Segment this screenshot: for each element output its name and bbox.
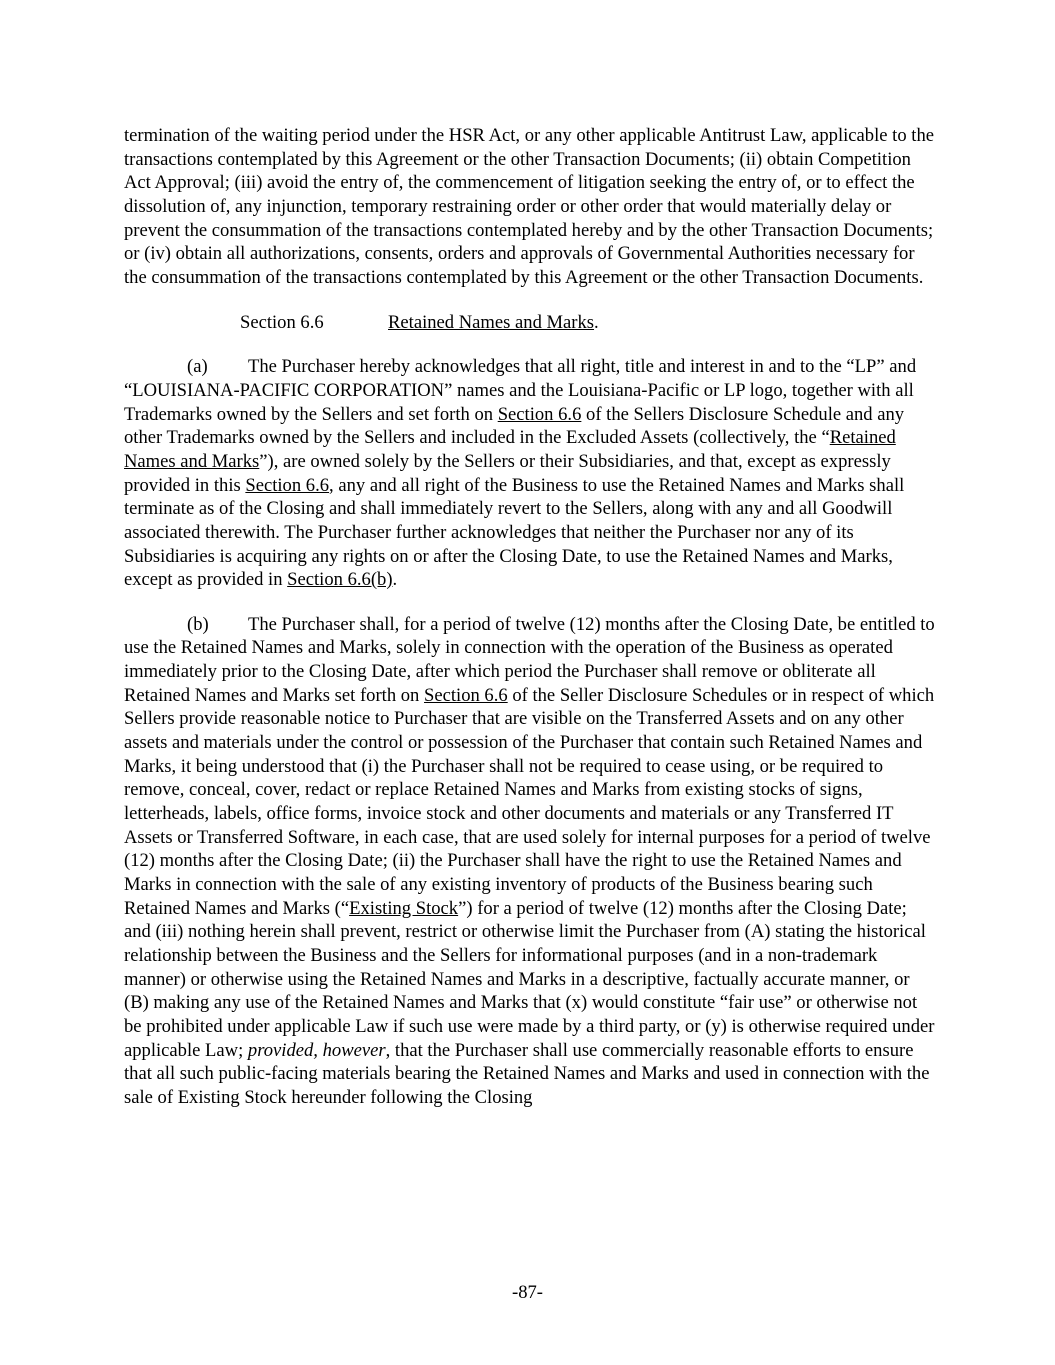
text-run: , any and all right of the Business to use the Retained Names and Marks shall terminate as of the Closing and shall immediately revert to the Sellers, along with any and all Goodwill associated therewith. The Purchaser further acknowledges that neither the Purchaser nor any of its Subsidiaries is acquiring any rights on or after the Closing Date, to use the Retained Names and Marks, except as provided in — [124, 474, 905, 591]
section-number: Section 6.6 — [240, 311, 324, 333]
document-page — [124, 124, 936, 1131]
defined-term: Retained Names and Marks — [124, 427, 896, 472]
paragraph-a-label: (a) — [187, 356, 208, 378]
cross-reference: Section 6.6 — [424, 684, 508, 706]
text-run: The Purchaser shall, for a period of twelve (12) months after the Closing Date, be entitled to use the Retained Names and Marks, solely in connection with the operation of the Business as operated immediately prior to the Closing Date, after which period the Purchaser shall remove or obliterate all Retained Names and Marks set forth on — [124, 613, 935, 706]
cross-reference: Section 6.6 — [245, 474, 330, 496]
section-title: Retained Names and Marks — [388, 311, 595, 333]
text-run: ”), are owned solely by the Sellers or their Subsidiaries, and that, except as expressly provided in this — [124, 450, 891, 496]
text-run: , that the Purchaser shall use commercially reasonable efforts to ensure that all such public-facing materials bearing the Retained Names and Marks and used in connection with the sale of Existing Stock hereunder following the Closing — [124, 1039, 930, 1108]
section-heading — [124, 311, 936, 335]
text-run: of the Seller Disclosure Schedules or in respect of which Sellers provide reasonable notice to Purchaser that are visible on the Transferred Assets and on any other assets and materials under the control or possession of the Purchaser that contain such Retained Names and Marks, it being understood that (i) the Purchaser shall not be required to cease using, or be required to remove, conceal, cover, redact or replace Retained Names and Marks from existing stocks of signs, letterheads, labels, office forms, invoice stock and other documents and materials or any Transferred IT Assets or Transferred Software, in each case, that are used solely for internal purposes for a period of twelve (12) months after the Closing Date; (ii) the Purchaser shall have the right to use the Retained Names and Marks in connection with the sale of any existing inventory of products of the Business bearing such Retained Names and Marks (“ — [124, 684, 935, 919]
text-run: . — [392, 569, 398, 591]
text-run: of the Sellers Disclosure Schedule and any other Trademarks owned by the Sellers and included in the Excluded Assets (collectively, the “ — [124, 403, 905, 449]
text-run: The Purchaser hereby acknowledges that all right, title and interest in and to the “LP” and “LOUISIANA-PACIFIC CORPORATION” names and the Louisiana-Pacific or LP logo, together with all Trademarks owned by the Sellers and set forth on — [124, 356, 917, 425]
italic-term: provided, however — [247, 1039, 386, 1061]
page-number: -87- — [512, 1282, 543, 1303]
cross-reference: Section 6.6 — [497, 403, 582, 425]
section-title-period: . — [594, 311, 599, 333]
paragraph-a — [124, 355, 936, 592]
text-run: ”) for a period of twelve (12) months after the Closing Date; and (iii) nothing herein shall prevent, restrict or otherwise limit the Purchaser from (A) stating the historical relationship between the Business and the Sellers for informational purposes (and in a non-trademark manner) or otherwise using the Retained Names and Marks in a descriptive, factually accurate manner, or (B) making any use of the Retained Names and Marks that (x) would constitute “fair use” or otherwise not be prohibited under applicable Law if such use were made by a third party, or (y) is otherwise required under applicable Law; — [124, 897, 935, 1061]
paragraph-b — [124, 613, 936, 1110]
cross-reference: Section 6.6(b) — [287, 569, 393, 591]
paragraph-intro: termination of the waiting period under the HSR Act, or any other applicable Antitrust Law, applicable to the transactions contemplated by this Agreement or the other Transaction Documents; (ii) obtain Competition Act Approval; (iii) avoid the entry of, the commencement of litigation seeking the entry of, or to effect the dissolution of, any injunction, temporary restraining order or other order that would materially delay or prevent the consummation of the transactions contemplated hereby and by the other Transaction Documents; or (iv) obtain all authorizations, consents, orders and approvals of Governmental Authorities necessary for the consummation of the transactions contemplated by this Agreement or the other Transaction Documents. — [124, 125, 934, 288]
defined-term: Existing Stock — [349, 897, 459, 919]
paragraph-b-label: (b) — [187, 613, 209, 635]
